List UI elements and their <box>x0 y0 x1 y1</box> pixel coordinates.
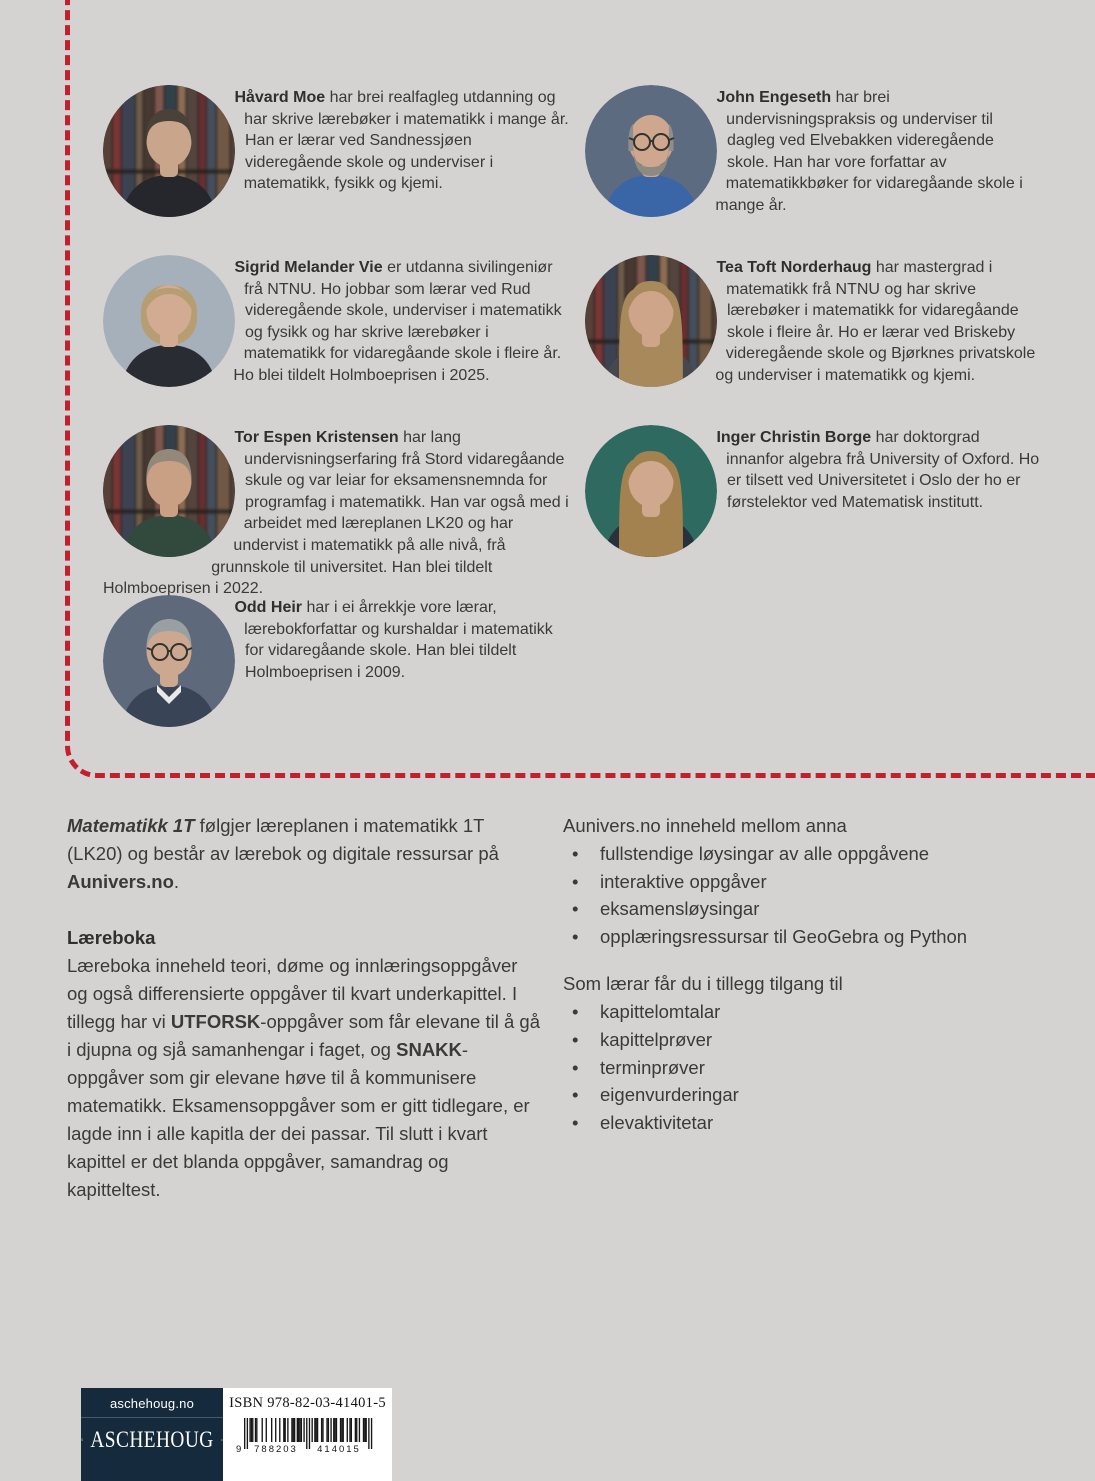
bullet-item <box>563 998 1043 1026</box>
bullet-item <box>563 1109 1043 1137</box>
teacher-heading: Som lærar får du i tillegg tilgang til <box>563 973 843 995</box>
text-run: SNAKK <box>396 1039 462 1060</box>
text-run: -oppgåver som får elevane til å gå i djupna og sjå samanhengar i faget, og <box>67 1011 540 1060</box>
author-bio-card <box>103 85 571 255</box>
laereboka-heading: Læreboka <box>67 927 156 948</box>
bullet-dot-icon: • <box>572 870 579 892</box>
about-column-right <box>563 812 1043 1156</box>
text-run: Aunivers.no <box>67 871 174 892</box>
about-column-left <box>67 812 543 1204</box>
author-name: John Engeseth <box>716 89 832 106</box>
publisher-box <box>81 1388 223 1481</box>
publisher-logo-text: ASCHEHOUG <box>90 1425 214 1453</box>
text-run: . <box>173 871 180 892</box>
bullet-text: kapittelprøver <box>600 1028 713 1050</box>
bullet-dot-icon: • <box>572 1001 579 1023</box>
teacher-bullet-list <box>563 998 1043 1136</box>
author-portrait <box>103 255 235 387</box>
bullet-item <box>563 923 1043 951</box>
bullet-dot-icon: • <box>572 1111 579 1133</box>
publisher-logo <box>81 1427 223 1452</box>
authors-section <box>103 85 1040 765</box>
bullet-item <box>563 1026 1043 1054</box>
author-bio-card <box>585 85 1040 255</box>
ean13-barcode <box>223 1414 392 1465</box>
author-portrait <box>585 255 717 387</box>
bullet-dot-icon: • <box>572 843 579 864</box>
isbn-label: ISBN 978-82-03-41401-5 <box>229 1395 386 1411</box>
author-photo-svg <box>585 255 717 387</box>
laereboka-text <box>67 952 543 1204</box>
bullet-item <box>563 868 1043 896</box>
author-name: Inger Christin Borge <box>716 429 872 446</box>
author-bio-card <box>103 425 571 598</box>
author-bio-text: har i ei årrekkje vore lærar, lærebokforfattar og kurshaldar i matematikk for vidaregåande skole. Han blei tildelt Holmboeprisen i 2009. <box>244 599 553 681</box>
author-photo-svg <box>103 255 235 387</box>
bullet-text: fullstendige løysingar av alle oppgåvene <box>600 843 930 864</box>
bullet-dot-icon: • <box>572 898 579 920</box>
about-intro <box>67 812 543 896</box>
author-name: Tea Toft Norderhaug <box>716 259 872 276</box>
aunivers-heading: Aunivers.no inneheld mellom anna <box>563 815 847 836</box>
bullet-dot-icon: • <box>572 1028 579 1050</box>
publisher-website: aschehoug.no <box>81 1388 223 1418</box>
bullet-text: interaktive oppgåver <box>600 870 767 892</box>
svg-text:9: 9 <box>235 1444 243 1455</box>
author-photo-svg <box>103 425 235 557</box>
author-bio-card <box>585 425 1040 595</box>
aunivers-bullet-list <box>563 840 1043 950</box>
text-run: Matematikk 1T <box>67 815 195 836</box>
bullet-item <box>563 895 1043 923</box>
bullet-text: elevaktivitetar <box>600 1111 714 1133</box>
author-name: Tor Espen Kristensen <box>234 429 399 446</box>
author-bio-card <box>103 255 571 425</box>
bullet-item <box>563 1081 1043 1109</box>
bullet-dot-icon: • <box>572 1056 579 1078</box>
author-name: Odd Heir <box>234 599 303 616</box>
author-portrait <box>585 425 717 557</box>
text-run: -oppgåver som gir elevane høve til å kommunisere matematikk. Eksamensoppgåver som er gitt tidlegare, er lagde inn i alle kapitla der dei passar. Til slutt i kvart kapittel er det blanda oppgåver, samandrag og kapitteltest. <box>67 1039 530 1200</box>
bullet-text: eigenvurderingar <box>600 1084 739 1106</box>
author-bio-text: er utdanna sivilingeniør frå NTNU. Ho jobbar som lærar ved Rud videregående skole, underviser i matematikk og fysikk og har skrive lærebøker i matematikk for vidaregåande skole i fleire år. Ho blei tildelt Holmboeprisen i 2025. <box>233 259 562 384</box>
text-run: følgjer læreplanen i matematikk 1T (LK20) og består av lærebok og digitale ressursar på <box>67 815 499 864</box>
author-photo-svg <box>103 85 235 217</box>
author-photo-svg <box>585 425 717 557</box>
author-photo-svg <box>585 85 717 217</box>
text-run: UTFORSK <box>170 1011 261 1032</box>
author-name: Håvard Moe <box>234 89 326 106</box>
author-portrait <box>103 85 235 217</box>
isbn-box <box>223 1388 392 1481</box>
author-bio-text: har lang undervisningserfaring frå Stord vidaregåande skule og var leiar for eksamensnemnda for programfag i matematikk. Han var også med i arbeidet med læreplanen LK20 og har undervist i matematikk på alle nivå, frå grunnskole til universitet. Han blei tildelt Holmboeprisen i 2022. <box>103 429 569 598</box>
text-run: Læreboka inneheld teori, døme og innlæringsoppgåver og også differensierte oppgåver til kvart underkapittel. I tillegg har vi <box>67 955 518 1032</box>
author-bio-text: har brei realfagleg utdanning og har skrive lærebøker i matematikk i mange år. Han er lærar ved Sandnessjøen videregående skole og underviser i matematikk, fysikk og kjemi. <box>243 89 569 193</box>
bullet-text: eksamensløysingar <box>600 898 760 920</box>
author-bio-text: har doktorgrad innanfor algebra frå University of Oxford. Ho er tilsett ved Universitetet i Oslo der ho er førstelektor ved Matematisk institutt. <box>726 429 1040 511</box>
bullet-item <box>563 840 1043 868</box>
bullet-item <box>563 1054 1043 1082</box>
author-bio-card <box>585 255 1040 425</box>
bullet-dot-icon: • <box>572 1084 579 1106</box>
svg-text:414015: 414015 <box>316 1444 361 1455</box>
author-portrait <box>103 595 235 727</box>
svg-text:788203: 788203 <box>253 1444 298 1455</box>
author-bio-card <box>103 595 571 765</box>
author-portrait <box>103 425 235 557</box>
author-name: Sigrid Melander Vie <box>234 259 383 276</box>
author-bio-text: har mastergrad i matematikk frå NTNU og har skrive lærebøker i matematikk for vidaregåande skole i fleire år. Ho er lærar ved Briskeby videregående skole og Bjørknes privatskole og underviser i matematikk og kjemi. <box>715 259 1036 384</box>
author-bio-text: har brei undervisningspraksis og underviser til dagleg ved Elvebakken videregående skole. Han har vore forfattar av matematikkbøker for vidaregåande skole i mange år. <box>715 89 1023 214</box>
bullet-dot-icon: • <box>572 925 579 947</box>
author-portrait <box>585 85 717 217</box>
bullet-text: kapittelomtalar <box>600 1001 721 1023</box>
logo-swirl-left-icon <box>81 1428 83 1452</box>
bullet-text: terminprøver <box>600 1056 705 1078</box>
author-photo-svg <box>103 595 235 727</box>
bullet-text: opplæringsressursar til GeoGebra og Python <box>600 925 968 947</box>
barcode-svg <box>232 1414 384 1460</box>
